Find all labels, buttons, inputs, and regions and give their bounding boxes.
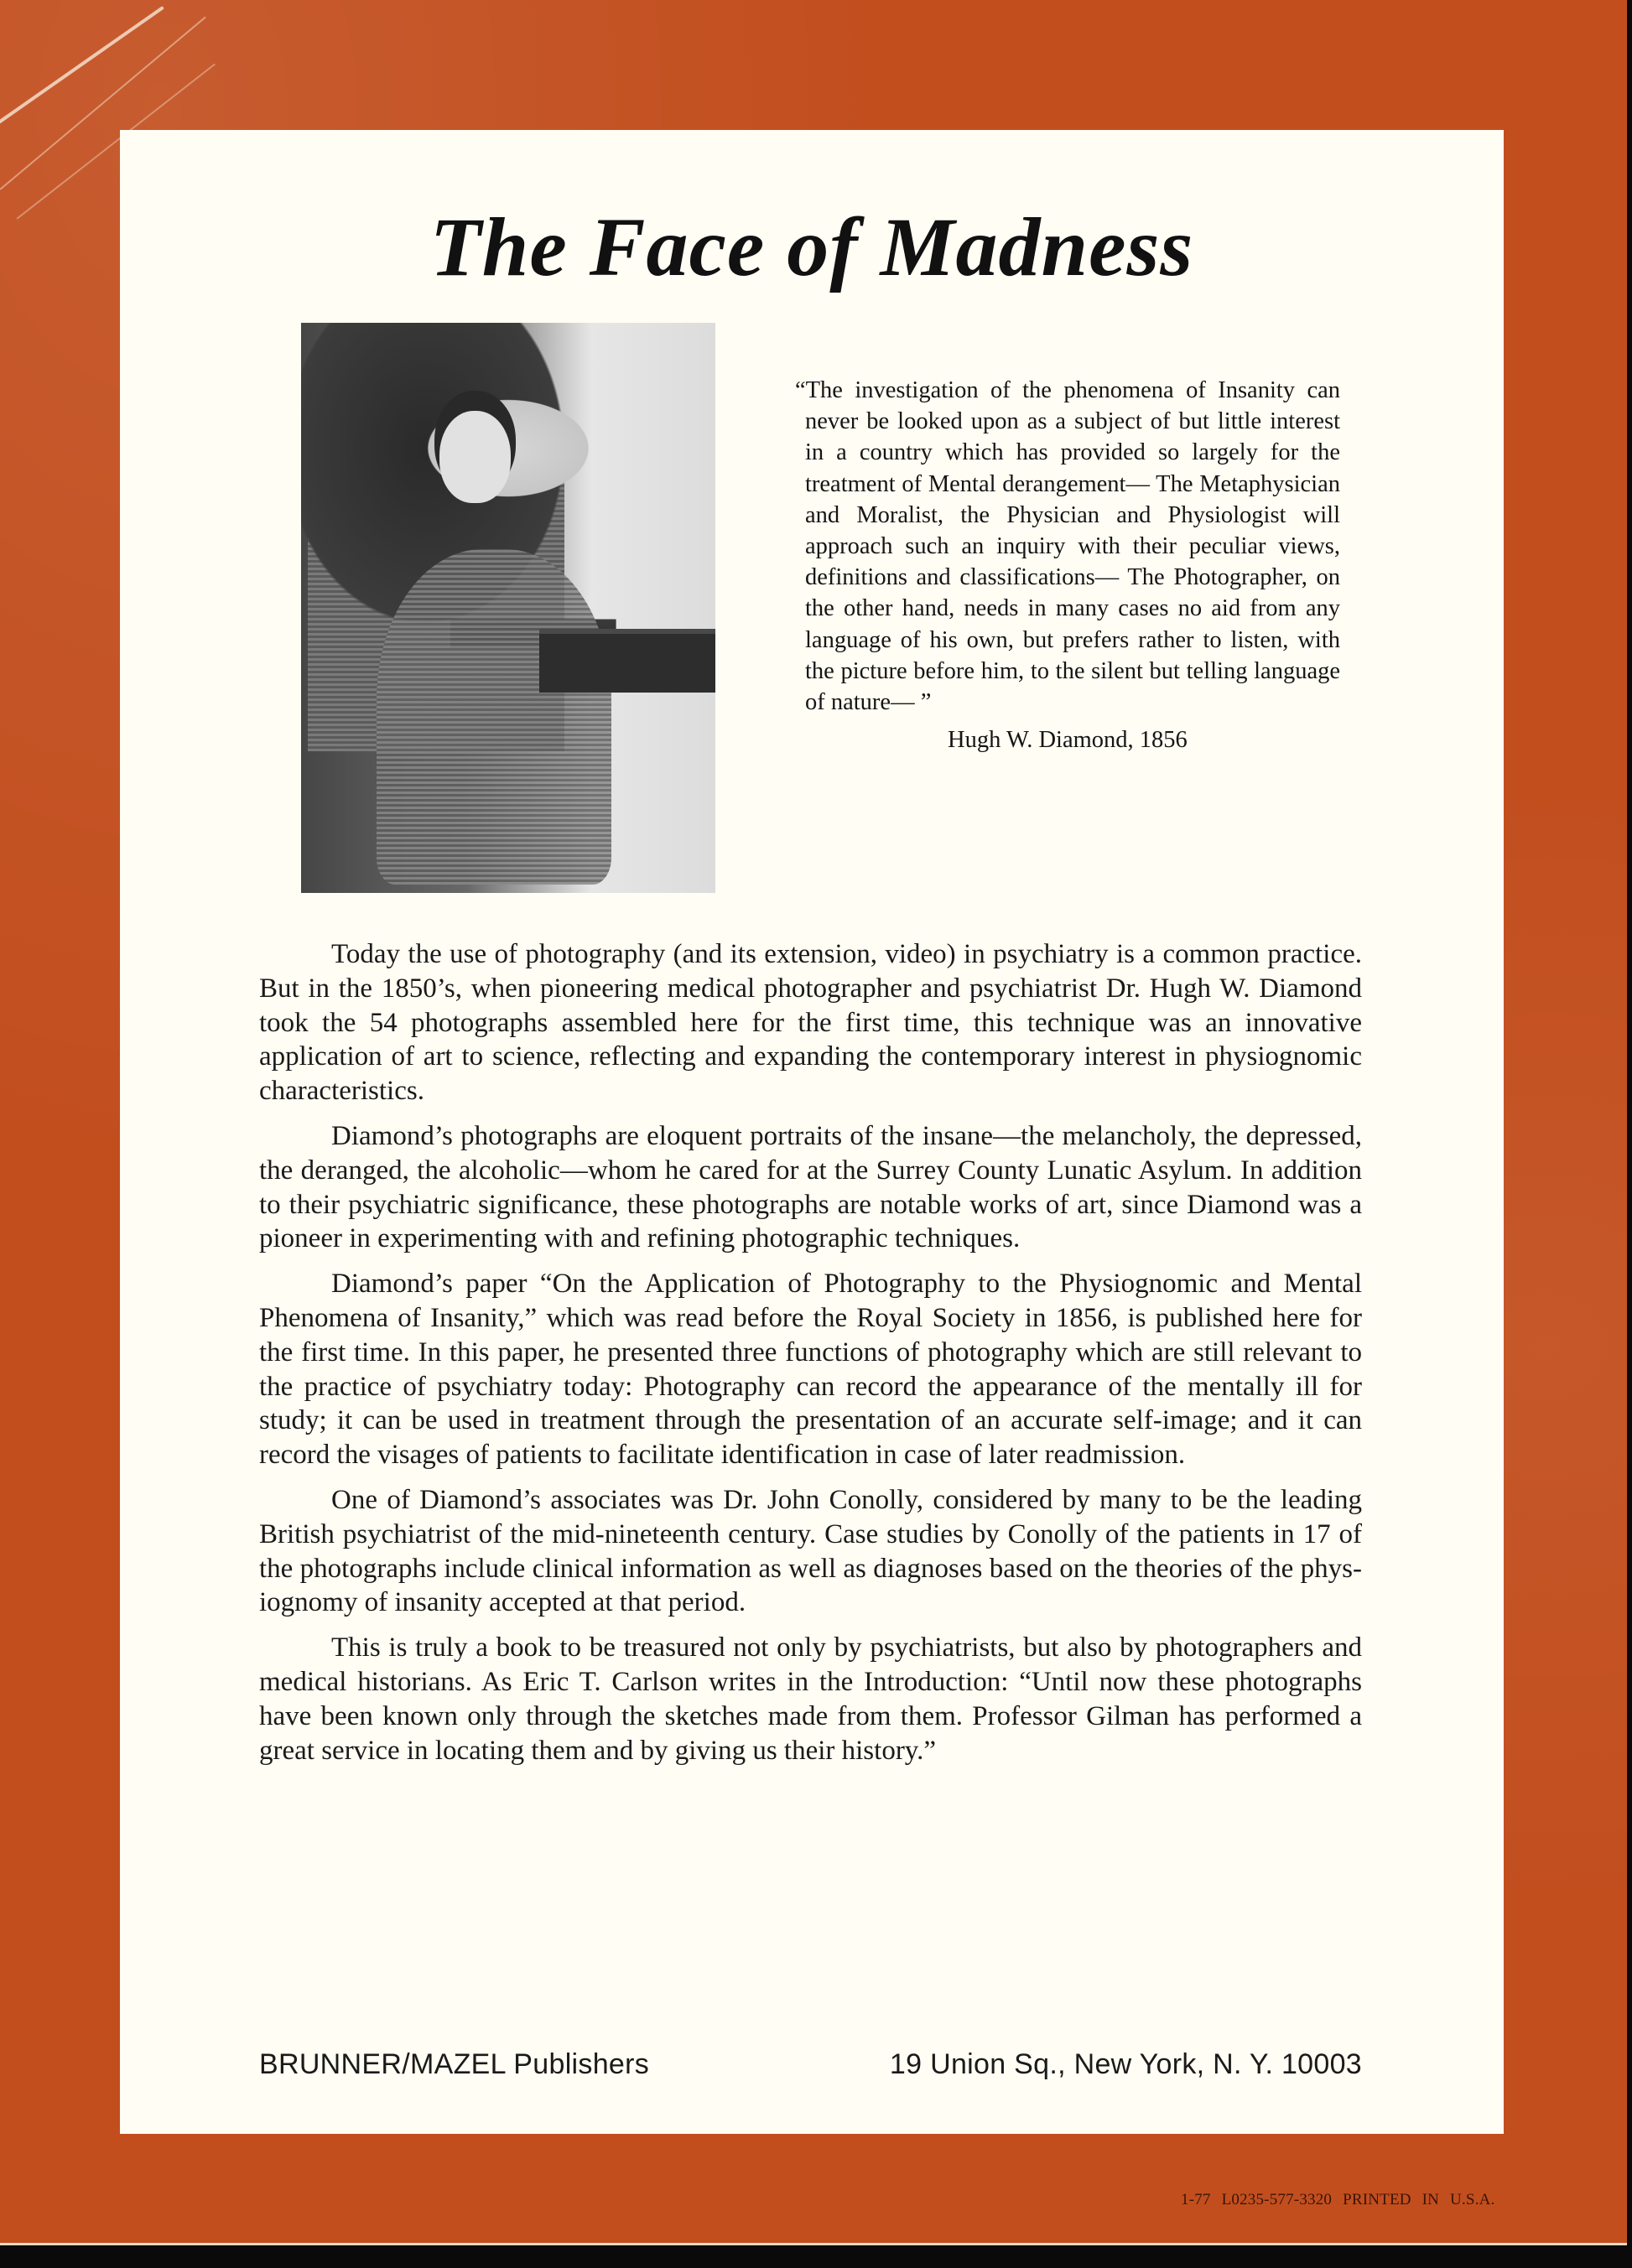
blurb-body (259, 937, 1362, 1778)
book-title: The Face of Madness (429, 200, 1194, 293)
portrait-figure (377, 549, 611, 885)
epigraph (795, 375, 1340, 755)
portrait-table (539, 629, 715, 693)
portrait-face (439, 411, 511, 503)
publisher-name: BRUNNER/MAZEL Publishers (259, 2048, 650, 2080)
epigraph-text: “The investigation of the phenomena of Insanity can never be looked upon as a subject of but little interest in a country which has provided so largely for the treatment of Mental derangement— The Metaphysician and Moralist, the Physician and Physiologist will approach such an inquiry with their peculiar views, definitions and classifications— The Photographer, on the other hand, needs in many cases no aid from any language of his own, but prefers rather to listen, with the picture before him, to the silent but telling language of nature— ” (795, 377, 1340, 716)
epigraph-attribution: Hugh W. Diamond, 1856 (948, 727, 1188, 754)
blurb-paragraph: This is truly a book to be treasured not only by psychiatrists, but also by photographers and medical historians. As Eric T. Carlson writes in the Introduction: “Until now these photographs have been known only through the sketches made from them. Professor Gilman has performed a great service in locating them and by giving us their history.” (259, 1632, 1362, 1766)
blurb-paragraph: One of Diamond’s associates was Dr. John Conolly, considered by many to be the leading British psychiatrist of the mid-nineteenth century. Case studies by Conolly of the patients in 17 of the photographs include clinical information as well as diagnoses based on the theories of the physiognomy of insanity accepted at that period. (259, 1484, 1362, 1618)
content-panel (120, 130, 1504, 2134)
print-imprint: 1-77 L0235-577-3320 PRINTED IN U.S.A. (1181, 2191, 1495, 2208)
blurb-paragraph: Diamond’s photographs are eloquent portraits of the insane—the melancholy, the depressed, the deranged, the alcoholic—whom he cared for at the Surrey County Lunatic Asylum. In addition to their psychiatric significance, these photographs are notable works of art, since Diamond was a pioneer in experimenting with and refining photographic techniques. (259, 1120, 1362, 1254)
cover-crease (0, 6, 164, 129)
publisher-address: 19 Union Sq., New York, N. Y. 10003 (889, 2048, 1362, 2080)
blurb-paragraph: Diamond’s paper “On the Application of Photography to the Physiognomic and Mental Phenomena of Insanity,” which was read before the Royal Society in 1856, is published here for the first time. In this paper, he presented three functions of photography which are still relevant to the practice of psychiatry today: Photography can record the appearance of the mentally ill for study; it can be used in treatment through the presentation of an accurate self-image; and it can record the visages of patients to facilitate identification in case of later readmission. (259, 1269, 1362, 1471)
portrait-photo (301, 323, 715, 893)
blurb-paragraph: Today the use of photography (and its extension, video) in psychiatry is a common practice. But in the 1850’s, when pioneering medical photographer and psychiatrist Dr. Hugh W. Diamond took the 54 photographs assembled here for the first time, this technique was an innovative application of art to science, reflecting and expanding the contemporary interest in physiognomic characteristics. (259, 939, 1362, 1107)
publisher-footer (259, 2048, 1362, 2081)
